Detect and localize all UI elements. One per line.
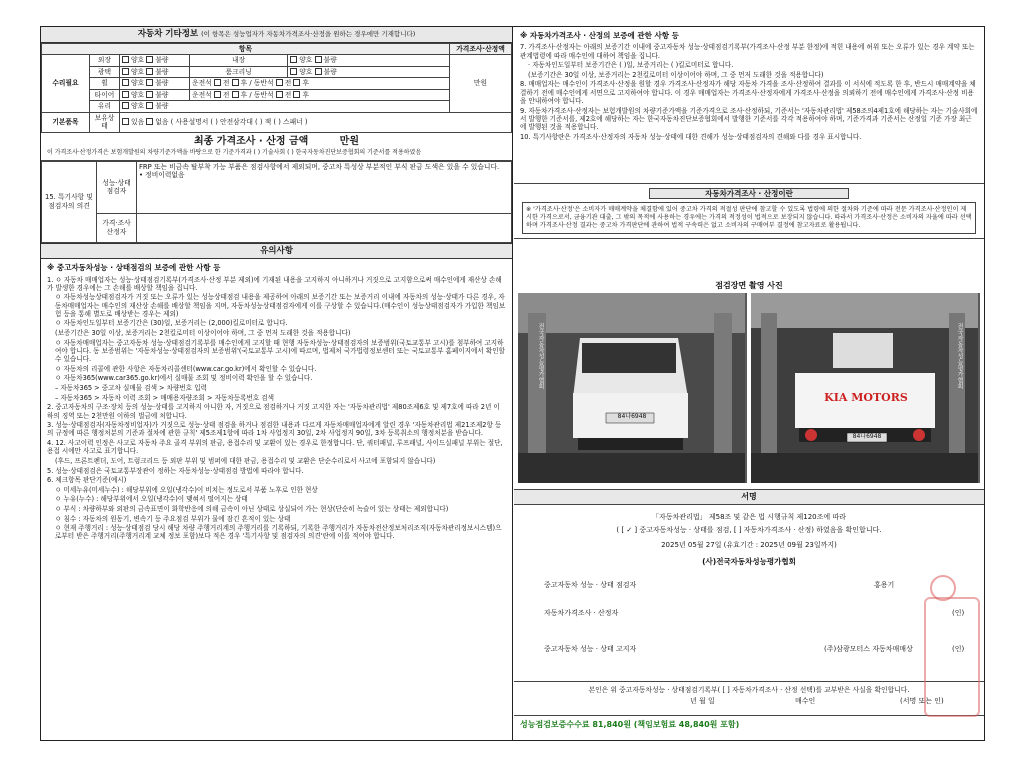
rear-label: 후 <box>240 90 248 99</box>
notice-item: 9. 자동차가격조사·산정자는 보험개발원의 차량기준가액을 기준가격으로 조사·산정하되, 기준서는 '자동차관리법' 제58조의4제1호에 해당하는 자는 기술사회에서 발행한 기준서를, 제2호에 해당하는 자는 한국자동차진단보증협회에서 발행한 기준서를 각각 적용하여야 하며, 기준가격과 기준서는 산정일 기준 가장 최근에 발행된 것을 적용합니다. <box>520 106 978 132</box>
rear-label: 후 <box>302 79 310 88</box>
price-unit: 만원 <box>450 55 512 112</box>
final-note: 이 가격조사·산정가격은 보험개발원의 차량기준가액을 바탕으로 한 기준가격과 ( ) 기술사회 ( ) 한국자동차진단보증협회의 기준서를 적용하였음 <box>47 149 422 156</box>
plate-front: 84나6948 <box>617 413 647 420</box>
notice-item: – 자동차365 > 중고차 실매물 검색 > 차량번호 입력 <box>55 384 207 393</box>
notice-item: 7. 가격조사·산정자는 아래의 보증기간 이내에 중고자동차 성능·상태점검기록부(가격조사·산정 부분 한정)에 적힌 내용에 허위 또는 오류가 있는 경우 계약 또는 관계법령에 따라 매수인에 대하여 책임을 집니다. <box>520 43 975 60</box>
define-section <box>514 184 984 239</box>
notice-item: ㅇ 자동차인도일부터 보증기간은 (30)일, 보증거리는 (2,000)킬로미터로 합니다. <box>55 319 288 328</box>
no-checkbox[interactable] <box>146 118 153 125</box>
receipt-date: 년 월 일 <box>690 697 715 706</box>
side-text: 전국자동차성능평가협회 <box>956 323 963 389</box>
rear-checkbox[interactable] <box>232 79 239 86</box>
special-notes-table <box>41 161 512 243</box>
notice-item: 5. 성능·상태점검은 국토교통부장관이 정하는 자동차성능·상태점검 방법에 따라야 합니다. <box>47 466 304 475</box>
notice-item: ㅇ 침수 : 자동차의 원동기, 변속기 등 주요점검 부위가 물에 잠긴 흔적이 있는 상태 <box>55 514 291 523</box>
notice-item: ㅇ 현재 주행거리 : 성능·상태점검 당시 해당 차량 주행거리계의 주행거리를 기록하되, 기록한 주행거리가 자동차전산정보처리조직(자동차관리정보시스템)으로부터 받은 주행거리(주행거리계 교체 정보 포함)보다 적은 경우 '특기사항 및 점검자의 의견'란에 이를 적어야 합니다. <box>55 524 502 541</box>
inspection-record-page <box>40 26 985 741</box>
etc-subtitle: (이 항목은 성능업자가 자동차가격조사·산정을 원하는 경우에만 기재합니다) <box>201 30 416 38</box>
notice-item: (보증기간은 30일 이상, 보증거리는 2천킬로미터 이상이어야 하며, 그 중 먼저 도래한 것을 적용합니다) <box>528 70 824 79</box>
front-checkbox[interactable] <box>276 91 283 98</box>
notice-item: · 자동차인도일부터 보증기간은 ( )일, 보증거리는 ( )킬로미터로 합니다. <box>528 61 734 70</box>
final-price-row <box>47 136 506 149</box>
notice-item: 1. ㅇ 자동차 매매업자는 성능·상태점검기록부(가격조사·산정 부분 제외)에 기재된 내용을 고지하지 아니하거나 거짓으로 고지함으로써 매수인에게 재산상 손해가 발생한 경우에는 그 손해를 배상할 책임을 집니다. <box>47 275 502 292</box>
opt-good: 양호 <box>299 56 313 65</box>
good-checkbox[interactable] <box>122 56 129 63</box>
option-cell <box>120 55 190 66</box>
notice-title: 유의사항 <box>41 243 512 260</box>
good-checkbox[interactable] <box>290 68 297 75</box>
notice-item: 8. 매매업자는 매수인이 가격조사·산정을 원할 경우 가격조사·산정자가 해당 자동차 가격을 조사·산정하여 결과를 이 서식에 적도록 한 후, 반드시 매매계약을 체결하기 전에 매수인에게 서면으로 고지하여야 합니다. 이 경우 매매업자는 가격조사·산정자에게 가격조사·산정을 의뢰하기 전에 매수인에게 가격조사·산정 비용을 안내하여야 합니다. <box>520 80 976 105</box>
opt-good: 양호 <box>131 90 145 99</box>
basic-items-cell: 있음 없음 ( 사용설명서 ( ) 안전삼각대 ( ) 잭 ( ) 스패너 ) <box>120 112 512 132</box>
opt-bad: 불량 <box>323 67 337 76</box>
front-photo <box>518 293 747 483</box>
rear-label: 후 <box>302 90 310 99</box>
basic-yes: 있음 <box>131 117 145 126</box>
opt-bad: 불량 <box>323 56 337 65</box>
warranty-title: ※ 중고자동차성능 · 상태점검의 보증에 관한 사항 등 <box>47 263 221 273</box>
etc-info-table <box>41 43 512 133</box>
front-label: 전 <box>222 79 230 88</box>
row-label: 타이어 <box>90 89 120 100</box>
sign-line1: 「자동차관리법」 제58조 및 같은 법 시행규칙 제120조에 따라 <box>652 513 846 521</box>
basic-no: 없음 <box>155 117 169 126</box>
bad-checkbox[interactable] <box>146 79 153 86</box>
col-price: 가격조사·산정액 <box>450 43 512 54</box>
good-checkbox[interactable] <box>122 79 129 86</box>
row-label: 광택 <box>90 66 120 77</box>
option-cell <box>120 66 190 77</box>
front-checkbox[interactable] <box>214 91 221 98</box>
rear-checkbox[interactable] <box>293 79 300 86</box>
opt-bad: 불량 <box>155 102 169 111</box>
opt-good: 양호 <box>131 79 145 88</box>
photo-title: 점검장면 촬영 사진 <box>715 281 783 290</box>
signer3-name: (주)삼광모터스 자동차매매상 <box>824 644 913 653</box>
yes-checkbox[interactable] <box>122 118 129 125</box>
signers <box>514 571 984 681</box>
warranty-list <box>47 276 506 541</box>
opt-good: 양호 <box>131 56 145 65</box>
plate-rear: 84나6948 <box>852 433 882 440</box>
notice-item: ㅇ 자동차365(www.car365.go.kr)에서 실매물 조회 및 정비이력 확인을 할 수 있습니다. <box>55 374 313 383</box>
receipt-sign-row <box>520 697 978 711</box>
opt-bad: 불량 <box>155 67 169 76</box>
good-checkbox[interactable] <box>122 68 129 75</box>
option-cell <box>288 66 450 77</box>
notice-item: 6. 체크항목 판단기준(예시) <box>47 476 127 485</box>
sig-mark: (인) <box>952 644 965 653</box>
good-checkbox[interactable] <box>122 91 129 98</box>
bad-checkbox[interactable] <box>146 102 153 109</box>
price-list <box>520 43 978 141</box>
right-label: 룸크리닝 <box>190 66 288 77</box>
opt-good: 양호 <box>131 102 145 111</box>
signer2-label: 자동차가격조사 · 산정자 <box>544 608 619 617</box>
rear-checkbox[interactable] <box>232 91 239 98</box>
row-label: 유리 <box>90 101 120 112</box>
sign-title: 서명 <box>514 490 984 505</box>
final-price-label: 최종 가격조사 · 산정 금액 <box>194 135 309 147</box>
define-title: 자동차가격조사 · 산정이란 <box>649 188 849 199</box>
perf-opinion <box>137 161 512 214</box>
option-cell <box>288 55 450 66</box>
front-label: 전 <box>284 90 292 99</box>
front-checkbox[interactable] <box>276 79 283 86</box>
receipt-block <box>514 681 984 715</box>
perf-text: FRP 또는 비금속 탈부착 가능 부품은 점검사항에서 제외되며, 중고차 특성상 부분적인 부식 판금 도색은 있을 수 있습니다. <box>139 162 500 171</box>
notice-item: ㅇ 부식 : 차량하부와 외판의 금속표면이 화학반응에 의해 금속이 아닌 상태로 상실되어 가는 현상(단순히 녹슬어 있는 상태는 제외합니다) <box>55 505 449 513</box>
basic-items: 사용설명서 ( ) 안전삼각대 ( ) 잭 ( ) 스패너 <box>175 117 303 126</box>
option-cell <box>120 101 450 112</box>
passenger-seat: 동반석 <box>253 79 274 88</box>
sign-date: 2025년 05월 27일 (유효기간 : 2025년 09월 23일까지) <box>661 540 837 549</box>
front-truck-image <box>518 293 745 483</box>
define-text: ※ '가격조사·산정'은 소비자가 매매계약을 체결함에 있어 중고차 가격의 적절성 판단에 참고할 수 있도록 법령에 의한 절차와 기준에 따라 전문 가격조사·산정인이 제시한 가격으로서, 금융기관 대출, 그 밖의 목적에 사용하는 경우에는 가격의 적정성이 법적으로 보장되지 않습니다. 따라서 가격조사·산정은 소비자의 자율에 따라 선택하며 가격조사·산정 결과는 중고차 가격판단에 관하여 법적 구속력은 없고 소비자의 구매여부 결정에 참고자료로 활용됩니다. <box>522 202 976 233</box>
notice-item: (보증기간은 30일 이상, 보증거리는 2천킬로미터 이상이어야 하며, 그 중 먼저 도래한 것을 적용합니다) <box>55 329 351 338</box>
wheel-position-cell: 운전석 전 후 / 동반석 전 후 <box>190 78 450 89</box>
option-cell <box>120 89 190 100</box>
left-column <box>41 27 513 740</box>
price-warranty-section <box>514 27 984 184</box>
tire-position-cell: 운전석 전 후 / 동반석 전 후 <box>190 89 450 100</box>
final-price-unit: 만원 <box>339 135 359 147</box>
driver-seat: 운전석 <box>192 79 212 88</box>
bad-checkbox[interactable] <box>146 68 153 75</box>
rear-label: 후 <box>240 79 248 88</box>
sig-mark: (인) <box>952 608 965 617</box>
sign-line2: ( [ ✓ ] 중고자동차성능 · 상태를 점검, [ ] 자동차가격조사 · 산정) 하였음을 확인합니다. <box>616 525 882 534</box>
bad-checkbox[interactable] <box>146 56 153 63</box>
photo-area <box>518 293 980 483</box>
notice-item: 4. 12. 사고이력 인정은 사고로 자동차 주요 골격 부위의 판금, 용접수리 및 교환이 있는 경우로 한정합니다. 단, 쿼터패널, 루프패널, 사이드실패널 부위는 절단, 용접 시에만 사고로 표기합니다. <box>47 439 503 456</box>
side-text: 전국자동차성능평가협회 <box>537 323 544 389</box>
notice-item: – 자동차365 > 자동차 이력 조회 > 매매용자량조회 > 자동차등록번호 검색 <box>55 393 275 402</box>
price-opinion <box>137 214 512 242</box>
notice-item: (후드, 프론트펜더, 도어, 트렁크리드 등 외판 부위 및 범퍼에 대한 판금, 용접수리 및 교환은 단순수리로서 사고에 포함되지 않습니다) <box>55 456 436 465</box>
driver-seat: 운전석 <box>192 90 212 99</box>
notice-item: ㅇ 누유(누수) : 해당부위에서 오일(냉각수)이 맺혀서 떨어지는 상태 <box>55 495 248 504</box>
etc-title: 자동차 기타정보 <box>137 29 199 39</box>
perf-text2: • 정비이력없음 <box>139 170 185 179</box>
assoc-name: (사)전국자동차성능평가협회 <box>702 557 796 567</box>
front-label: 전 <box>222 90 230 99</box>
right-label: 내장 <box>190 55 288 66</box>
kia-brand: KIA MOTORS <box>824 391 908 404</box>
col-item: 항목 <box>42 43 450 54</box>
price-title: ※ 자동차가격조사 · 산정의 보증에 관한 사항 등 <box>520 31 679 40</box>
basic-state: 보유상태 <box>90 112 120 132</box>
receipt-sign: (서명 또는 인) <box>900 697 944 706</box>
notice-item: 10. 특기사항란은 가격조사·산정자의 자동차 성능·상태에 대한 견해가 성능·상태점검자의 견해와 다를 경우 표시합니다. <box>520 132 862 141</box>
front-label: 전 <box>284 79 292 88</box>
receipt-line: 본인은 위 중고자동차성능 · 상태점검기록부( [ ] 자동차가격조사 · 산정 선택)를 교부받은 사실을 확인합니다. <box>588 685 910 694</box>
signer1-label: 중고자동차 성능 · 상태 점검자 <box>544 580 637 589</box>
notice-item: ㅇ 자동차매매업자는 중고자동차 성능·상태점검기록부를 매수인에게 고지할 때 현행 자동차성능·상태점검자의 보증범위(국토교통부 고시)를 첨부하여 고지하여야 합니다. 동 보증범위는 '자동차성능·상태점검자의 보증범위'(국토교통부 고시)에 따르며, 법제처 국가법령정보센터 또는 국토교통부 홈페이지에서 확인할 수 있습니다. <box>55 338 505 364</box>
rear-truck-image <box>751 293 978 483</box>
right-column <box>514 27 984 740</box>
final-price-block <box>41 133 512 161</box>
opt-bad: 불량 <box>155 90 169 99</box>
opt-bad: 불량 <box>155 79 169 88</box>
passenger-seat: 동반석 <box>253 90 274 99</box>
front-checkbox[interactable] <box>214 79 221 86</box>
row-label: 휠 <box>90 78 120 89</box>
opt-good: 양호 <box>131 67 145 76</box>
company-seal-icon <box>924 597 980 717</box>
perf-label: 성능·상태 점검자 <box>97 161 137 214</box>
notice-item: 3. 성능·상태점검자(자동차정비업자)가 거짓으로 성능·상태 점검을 하거나 점검한 내용과 다르게 자동차매매업자에게 알린 경우 '자동차관리법 제21조제2항 등의 규정에 따른 행정처분의 기준과 절차에 관한 규칙' 제5조제1항에 따라 1차 사업정지 30일, 2차 사업정지 90일, 3차 등록취소의 행정처분을 받습니다. <box>47 421 502 438</box>
row-label: 외장 <box>90 55 120 66</box>
notice-item: ㅇ 자동차의 리콜에 관한 사항은 자동차리콜센터(www.car.go.kr)에서 확인할 수 있습니다. <box>55 364 317 373</box>
special-label: 15. 특기사항 및 점검자의 의견 <box>42 161 97 242</box>
bad-checkbox[interactable] <box>315 68 322 75</box>
basic-label: 기본품목 <box>42 112 90 132</box>
bad-checkbox[interactable] <box>146 91 153 98</box>
signer1-name: 홍용기 <box>874 580 895 589</box>
option-cell <box>120 78 190 89</box>
rear-photo <box>751 293 980 483</box>
fee-footer: 성능점검보증수수료 81,840원 (책임보험료 48,840원 포함) <box>514 715 984 734</box>
rear-checkbox[interactable] <box>293 91 300 98</box>
price-appraiser-label: 가격·조사 산정자 <box>97 214 137 242</box>
etc-info-header <box>41 27 512 43</box>
receipt-buyer: 매수인 <box>795 697 816 706</box>
opt-good: 양호 <box>299 67 313 76</box>
notice-item: 2. 중고자동차의 구조·장치 등의 성능·상태를 고지하지 아니한 자, 거짓으로 점검하거나 거짓 고지한 자는 '자동차관리법' 제80조제6호 및 제7호에 따라 2년 이하의 징역 또는 2천만원 이하의 벌금에 처합니다. <box>47 403 500 420</box>
notice-item: ㅇ 미세누유(미세누수) : 해당부위에 오일(냉각수)이 비치는 정도로서 부품 노후로 인한 현상 <box>55 485 318 494</box>
repair-label: 수리필요 <box>42 55 90 112</box>
sign-section <box>514 489 984 734</box>
opt-bad: 불량 <box>155 56 169 65</box>
good-checkbox[interactable] <box>122 102 129 109</box>
good-checkbox[interactable] <box>290 56 297 63</box>
notice-item: ㅇ 자동차성능상태점검자가 거짓 또는 오류가 있는 성능상태점검 내용을 제공하여 아래의 보증기간 또는 보증거리 이내에 자동차의 성능·상태가 다른 경우, 자동차매매업자는 매수인의 재산상 손해를 배상할 책임을 지며, 자동차성능상태점검자에게 이를 구상할 수 있습니다.(매수인이 성능상태점검자가 가입한 책임보험 등을 통해 별도로 배상받는 경우는 제외) <box>55 293 506 318</box>
warranty-section <box>41 259 512 544</box>
bad-checkbox[interactable] <box>315 56 322 63</box>
signer3-label: 중고자동차 성능 · 상태 고지자 <box>544 644 637 653</box>
